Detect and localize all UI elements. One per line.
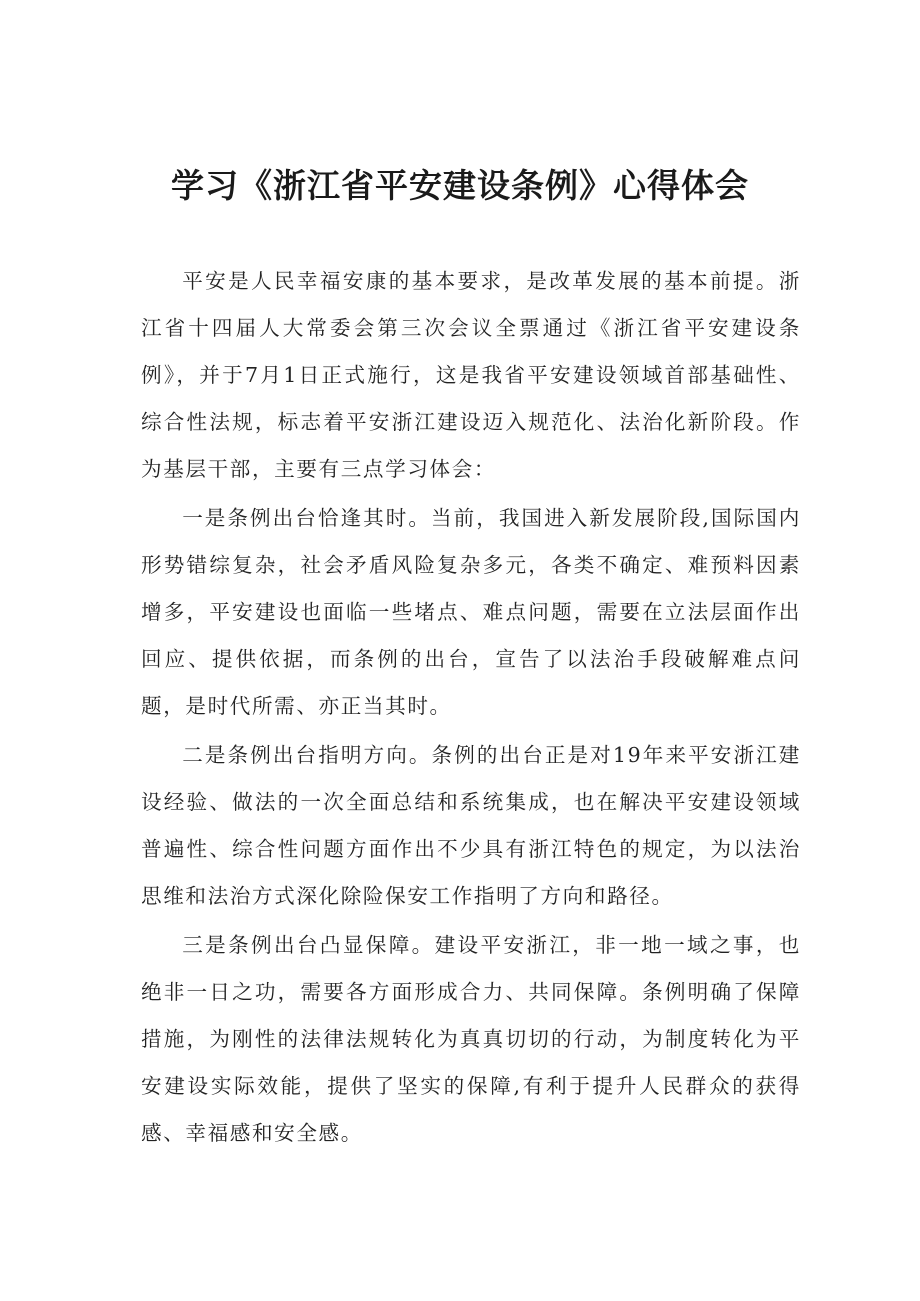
paragraph-intro: 平安是人民幸福安康的基本要求，是改革发展的基本前提。浙江省十四届人大常委会第三次会议全票通过《浙江省平安建设条例》，并于7月1日正式施行，这是我省平安建设领域首部基础性、综合性法规，标志着平安浙江建设迈入规范化、法治化新阶段。作为基层干部，主要有三点学习体会： xyxy=(141,269,801,481)
document-title: 学习《浙江省平安建设条例》心得体会 xyxy=(171,166,749,205)
document-body xyxy=(141,258,801,1157)
paragraph-point-two: 二是条例出台指明方向。条例的出台正是对19年来平安浙江建设经验、做法的一次全面总结和系统集成，也在解决平安建设领域普遍性、综合性问题方面作出不少具有浙江特色的规定，为以法治思维和法治方式深化除险保安工作指明了方向和路径。 xyxy=(141,743,801,908)
paragraph-point-three: 三是条例出台凸显保障。建设平安浙江，非一地一域之事，也绝非一日之功，需要各方面形成合力、共同保障。条例明确了保障措施，为刚性的法律法规转化为真真切切的行动，为制度转化为平安建设实际效能，提供了坚实的保障,有利于提升人民群众的获得感、幸福感和安全感。 xyxy=(141,933,801,1145)
paragraph-point-one: 一是条例出台恰逢其时。当前，我国进入新发展阶段,国际国内形势错综复杂，社会矛盾风险复杂多元，各类不确定、难预料因素增多，平安建设也面临一些堵点、难点问题，需要在立法层面作出回应、提供依据，而条例的出台，宣告了以法治手段破解难点问题，是时代所需、亦正当其时。 xyxy=(141,506,801,718)
